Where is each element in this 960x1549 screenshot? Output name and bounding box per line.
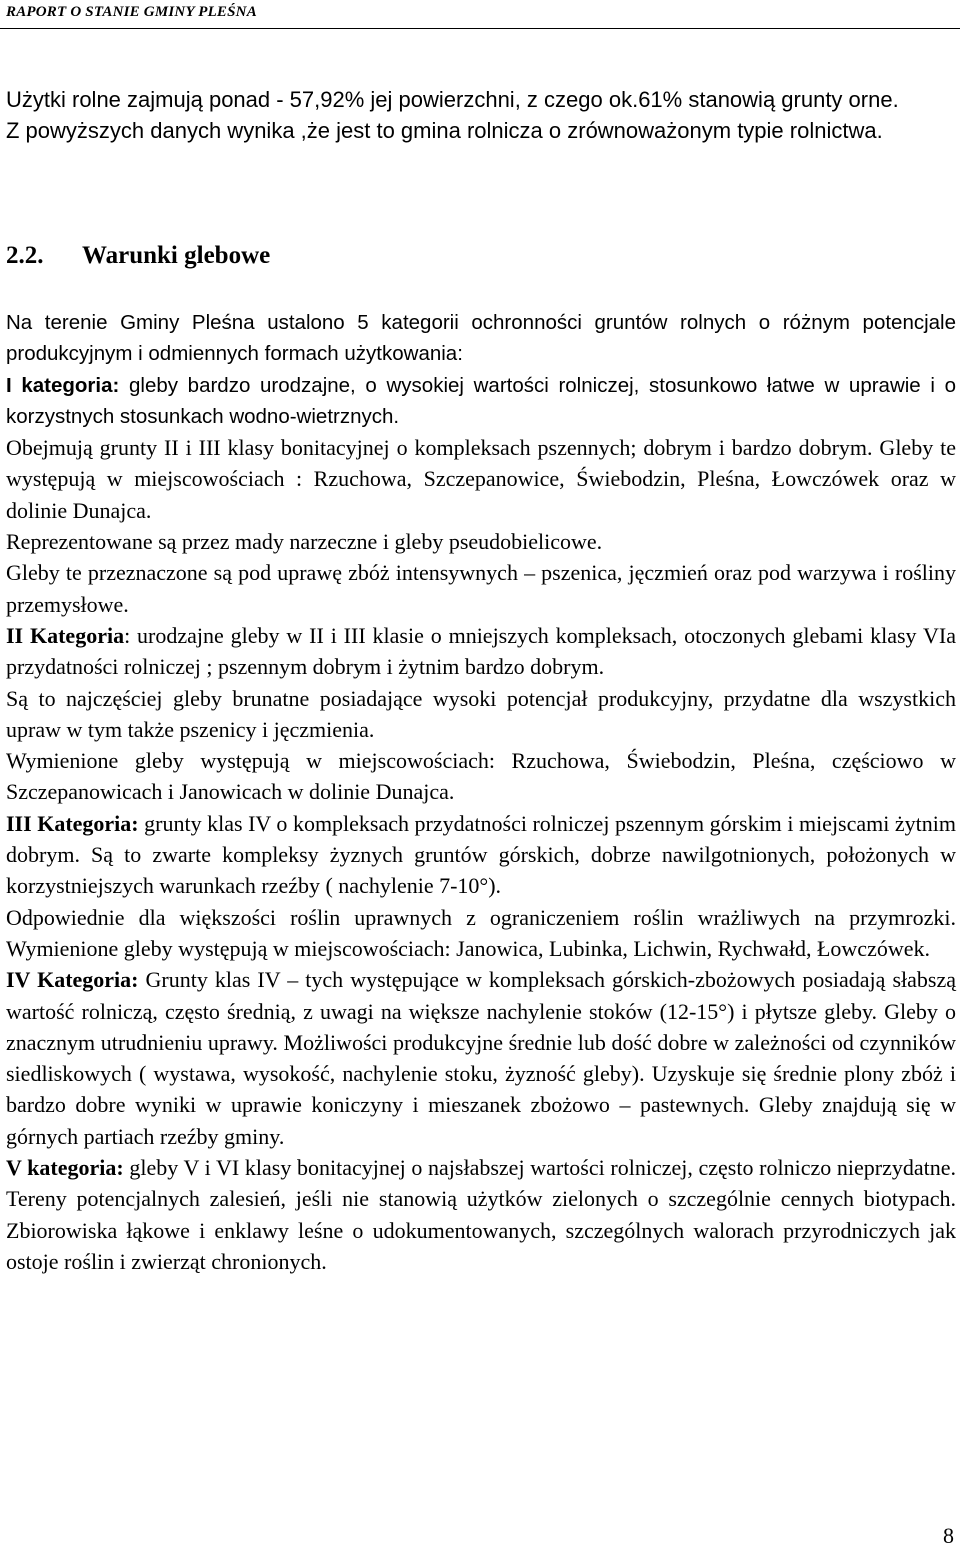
section-heading bbox=[6, 236, 270, 276]
paragraph-category-4 bbox=[6, 964, 956, 1152]
paragraph-category-5 bbox=[6, 1152, 956, 1277]
category-1-term: I kategoria: bbox=[6, 373, 120, 397]
category-2-term: II Kategoria bbox=[6, 622, 125, 648]
category-3-term: III Kategoria: bbox=[6, 810, 139, 836]
category-4-text: Grunty klas IV – tych występujące w kompleksach górskich-zbożowych posiadają słabszą wartość rolniczą, często średnią, z uwagi na większe nachylenie stoków (12-15°) i płytsze gleby. Gleby o znacznym utrudnieniu uprawy. Możliwości produkcyjne średnie lub dość dobre w zależności od czynników siedliskowych ( wystawa, wysokość, nachylenie stoku, żyzność gleby). Uzyskuje się średnie plony zbóż i bardzo dobre wyniki w uprawie koniczyny i mieszanek zbożowo – pastewnych. Gleby znajdują się w górnych partiach rzeźby gminy. bbox=[6, 967, 956, 1149]
page-number: 8 bbox=[943, 1523, 954, 1548]
paragraph-category-1-more: Obejmują grunty II i III klasy bonitacyjnej o kompleksach pszennych; dobrym i bardzo dobrym. Gleby te występują w miejscowościach : Rzuchowa, Szczepanowice, Świebodzin, Pleśna, Łowczówek oraz w dolinie Dunajca. bbox=[6, 435, 956, 523]
section-number: 2.2. bbox=[6, 242, 44, 269]
category-3-text: grunty klas IV o kompleksach przydatności rolniczej pszennym górskim i miejscami żytnim dobrym. Są to zwarte kompleksy żyznych gruntów górskich, dobrze nawilgotnionych, położonych w korzystniejszych warunkach rzeźby ( nachylenie 7-10°). bbox=[6, 810, 956, 899]
section-title: Warunki glebowe bbox=[82, 242, 271, 269]
running-header: RAPORT O STANIE GMINY PLEŚNA bbox=[6, 4, 257, 20]
paragraph-category-3-more: Odpowiednie dla większości roślin uprawnych z ograniczeniem roślin wrażliwych na przymrozki. Wymienione gleby występują w miejscowościach: Janowica, Lubinka, Lichwin, Rychwałd, Łowczówek. bbox=[6, 904, 956, 961]
category-5-term: V kategoria: bbox=[6, 1155, 124, 1181]
intro-paragraph-conclusion: Z powyższych danych wynika ,że jest to gmina rolnicza o zrównoważonym typie rolnictwa. bbox=[6, 118, 883, 143]
category-5-text: gleby V i VI klasy bonitacyjnej o najsłabszej wartości rolniczej, często rolniczo nieprzydatne. Tereny potencjalnych zalesień, jeśli nie stanowią użytków zielonych o szczególnie cennych biotypach. Zbiorowiska łąkowe i enklawy leśne o udokumentowanych, szczególnych walorach przyrodniczych jak ostoje roślin i zwierząt chronionych. bbox=[6, 1155, 956, 1274]
paragraph-category-3 bbox=[6, 808, 956, 902]
paragraph-category-1-representation: Reprezentowane są przez mady narzeczne i gleby pseudobielicowe. bbox=[6, 529, 603, 555]
paragraph-category-2-locations: Wymienione gleby występują w miejscowościach: Rzuchowa, Świebodzin, Pleśna, częściowo w Szczepanowicach i Janowicach w dolinie Dunajca. bbox=[6, 748, 956, 805]
category-2-text: : urodzajne gleby w II i III klasie o mniejszych kompleksach, otoczonych glebami klasy VIa przydatności rolniczej ; pszennym dobrym i żytnim bardzo dobrym. bbox=[6, 622, 957, 680]
intro-block bbox=[6, 84, 956, 146]
paragraph-category-1-use: Gleby te przeznaczone są pod uprawę zbóż intensywnych – pszenica, jęczmień oraz pod warzywa i rośliny przemysłowe. bbox=[6, 560, 956, 617]
category-4-term: IV Kategoria: bbox=[6, 967, 139, 993]
paragraph-category-1 bbox=[6, 370, 956, 433]
intro-paragraph-land-use: Użytki rolne zajmują ponad - 57,92% jej powierzchni, z czego ok.61% stanowią grunty orne. bbox=[6, 87, 899, 112]
paragraph-category-2-more: Są to najczęściej gleby brunatne posiadające wysoki potencjał produkcyjny, przydatne dla wszystkich upraw w tym także pszenicy i jęczmienia. bbox=[6, 685, 956, 742]
paragraph-categories-intro bbox=[6, 307, 956, 370]
paragraph-category-2 bbox=[6, 620, 956, 683]
header-rule bbox=[0, 28, 960, 29]
category-1-text: gleby bardzo urodzajne, o wysokiej wartości rolniczej, stosunkowo łatwe w uprawie i o korzystnych stosunkach wodno-wietrznych. bbox=[6, 373, 956, 428]
body-text bbox=[6, 307, 956, 1277]
paragraph-categories-intro-text: Na terenie Gminy Pleśna ustalono 5 kategorii ochronności gruntów rolnych o różnym potencjale produkcyjnym i odmiennych formach użytkowania: bbox=[6, 311, 956, 366]
